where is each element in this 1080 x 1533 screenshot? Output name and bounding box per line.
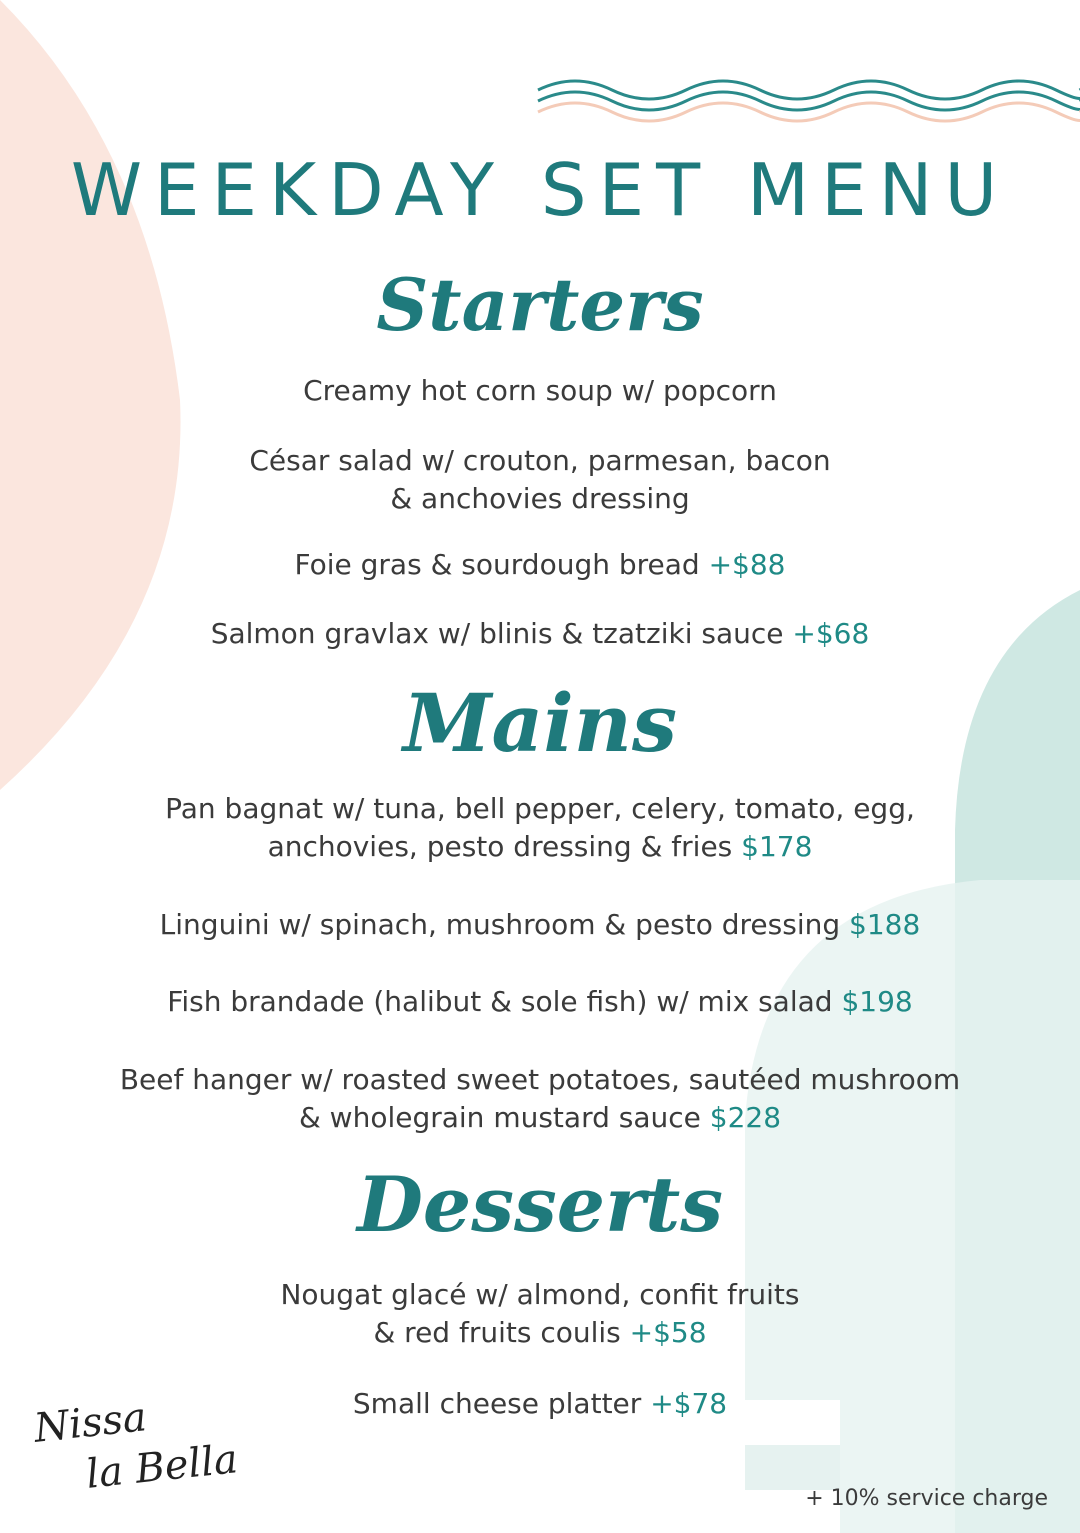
- item-text: Salmon gravlax w/ blinis & tzatziki sauce: [210, 617, 793, 650]
- item-text: Pan bagnat w/ tuna, bell pepper, celery, tomato, egg,: [165, 792, 915, 825]
- item-text: Linguini w/ spinach, mushroom & pesto dressing: [159, 908, 850, 941]
- item-price: $228: [709, 1101, 782, 1134]
- item-price: +$68: [792, 617, 870, 650]
- item-text-line2: & wholegrain mustard sauce: [298, 1101, 710, 1134]
- brand-logo-line2: la Bella: [84, 1436, 240, 1498]
- item-text: Small cheese platter: [352, 1387, 651, 1420]
- item-price: $188: [849, 908, 921, 941]
- item-text-line2: anchovies, pesto dressing & fries: [267, 830, 742, 863]
- menu-item: [0, 790, 1080, 866]
- faint-block-shape: [745, 1445, 840, 1490]
- item-price: $198: [841, 985, 913, 1018]
- item-price: +$88: [708, 548, 786, 581]
- menu-item: [0, 372, 1080, 410]
- item-text: Fish brandade (halibut & sole fish) w/ mix salad: [167, 985, 842, 1018]
- menu-item: [0, 1061, 1080, 1137]
- menu-item: [0, 1385, 1080, 1423]
- item-text: Creamy hot corn soup w/ popcorn: [303, 374, 777, 407]
- menu-item: [0, 906, 1080, 944]
- menu-title: WEEKDAY SET MENU: [70, 148, 1010, 232]
- section-heading-mains: Mains: [403, 676, 677, 770]
- item-text: César salad w/ crouton, parmesan, bacon: [249, 444, 831, 477]
- item-text: Beef hanger w/ roasted sweet potatoes, sautéed mushroom: [119, 1063, 961, 1096]
- menu-item: [0, 1276, 1080, 1352]
- wave-lines-icon: [538, 81, 1080, 121]
- item-text: Nougat glacé w/ almond, confit fruits: [280, 1278, 800, 1311]
- service-charge-note: + 10% service charge: [805, 1486, 1048, 1511]
- item-text-line2: & anchovies dressing: [390, 482, 690, 515]
- item-price: +$58: [629, 1316, 707, 1349]
- item-price: $178: [741, 830, 813, 863]
- section-heading-starters: Starters: [376, 262, 704, 347]
- menu-item: [0, 615, 1080, 653]
- menu-item: [0, 546, 1080, 584]
- menu-item: [0, 442, 1080, 518]
- menu-item: [0, 983, 1080, 1021]
- item-text: Foie gras & sourdough bread: [294, 548, 709, 581]
- item-price: +$78: [650, 1387, 728, 1420]
- item-text-line2: & red fruits coulis: [373, 1316, 630, 1349]
- section-heading-desserts: Desserts: [356, 1160, 724, 1249]
- brand-logo-line1: Nissa: [31, 1394, 149, 1452]
